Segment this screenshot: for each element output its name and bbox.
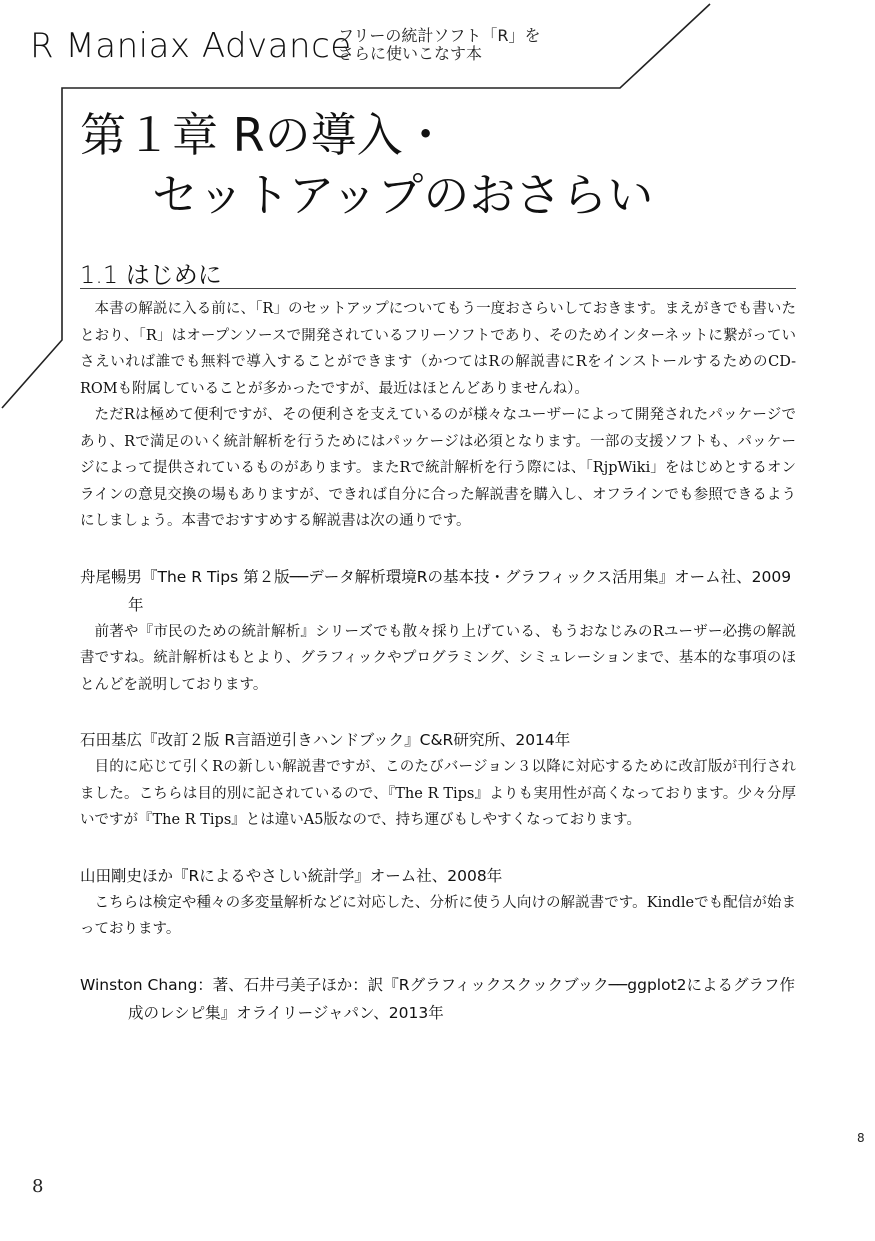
header-subtitle-line1: フリーの統計ソフト「R」を (338, 26, 541, 45)
book-description: 前著や『市民のための統計解析』シリーズでも散々採り上げている、もうおなじみのRユーザー必携の解説書ですね。統計解析はもとより、グラフィックやプログラミング、シミュレーションまで、基本的な事項のほとんどを説明しております。 (80, 623, 796, 693)
book-title: 山田剛史ほか『Rによるやさしい統計学』オーム社、2008年 (80, 866, 503, 885)
book-description: 目的に応じて引くRの新しい解説書ですが、このたびバージョン３以降に対応するために改訂版が刊行されました。こちらは目的別に記されているので、『The R Tips』よりも実用性が高くなっております。少々分厚いですが『The R Tips』とは違いA5版なので、持ち運びもしやすくなっております。 (80, 759, 796, 828)
book-entry (80, 726, 796, 834)
book-title: 石田基広『改訂２版 R言語逆引きハンドブック』C&R研究所、2014年 (80, 731, 571, 749)
page-number-left: 8 (32, 1176, 44, 1197)
header-subtitle-line2: さらに使いこなす本 (338, 44, 483, 63)
section-heading: 1.1 はじめに (80, 261, 222, 289)
paragraph-intro: 本書の解説に入る前に、「R」のセットアップについてもう一度おさらいしておきます。まえがきでも書いたとおり、「R」はオープンソースで開発されているフリーソフトであり、そのためインターネットに繋がっていさえいれば誰でも無料で導入することができます（かつてはRの解説書にRをインストールするためのCD-ROMも附属していることが多かったですが、最近はほとんどありませんね）。 (80, 301, 796, 397)
book-entry (80, 862, 796, 943)
book-title: Winston Chang：著、石井弓美子ほか：訳『Rグラフィックスクックブック──ggplot2によるグラフ作成のレシピ集』オライリージャパン、2013年 (80, 975, 796, 1022)
page-number-right: 8 (857, 1131, 865, 1145)
book-description: こちらは検定や種々の多変量解析などに対応した、分析に使う人向けの解説書です。Kindleでも配信が始まっております。 (80, 894, 796, 937)
chapter-title-line2: セットアップのおさらい (152, 168, 654, 222)
header-brand: R Maniax Advance (30, 26, 352, 66)
book-entry (80, 563, 796, 699)
body-text (80, 296, 796, 1027)
paragraph-packages: ただRは極めて便利ですが、その便利さを支えているのが様々なユーザーによって開発されたパッケージであり、Rで満足のいく統計解析を行うためにはパッケージは必須となります。一部の支援ソフトも、パッケージによって提供されているものがあります。またRで統計解析を行う際には、「RjpWiki」をはじめとするオンラインの意見交換の場もありますが、できれば自分に合った解説書を購入し、オフラインでも参照できるようにしましょう。本書でおすすめする解説書は次の通りです。 (80, 407, 796, 529)
frame-left-line (2, 112, 62, 408)
book-entry (80, 971, 796, 1027)
header-subtitle (338, 27, 540, 63)
chapter-title-line1: 第１章 Rの導入・ (80, 108, 449, 162)
chapter-title (80, 105, 840, 225)
section-rule (80, 288, 796, 289)
book-title: 舟尾暢男『The R Tips 第２版──データ解析環境Rの基本技・グラフィックス活用集』オーム社、2009年 (80, 567, 792, 614)
